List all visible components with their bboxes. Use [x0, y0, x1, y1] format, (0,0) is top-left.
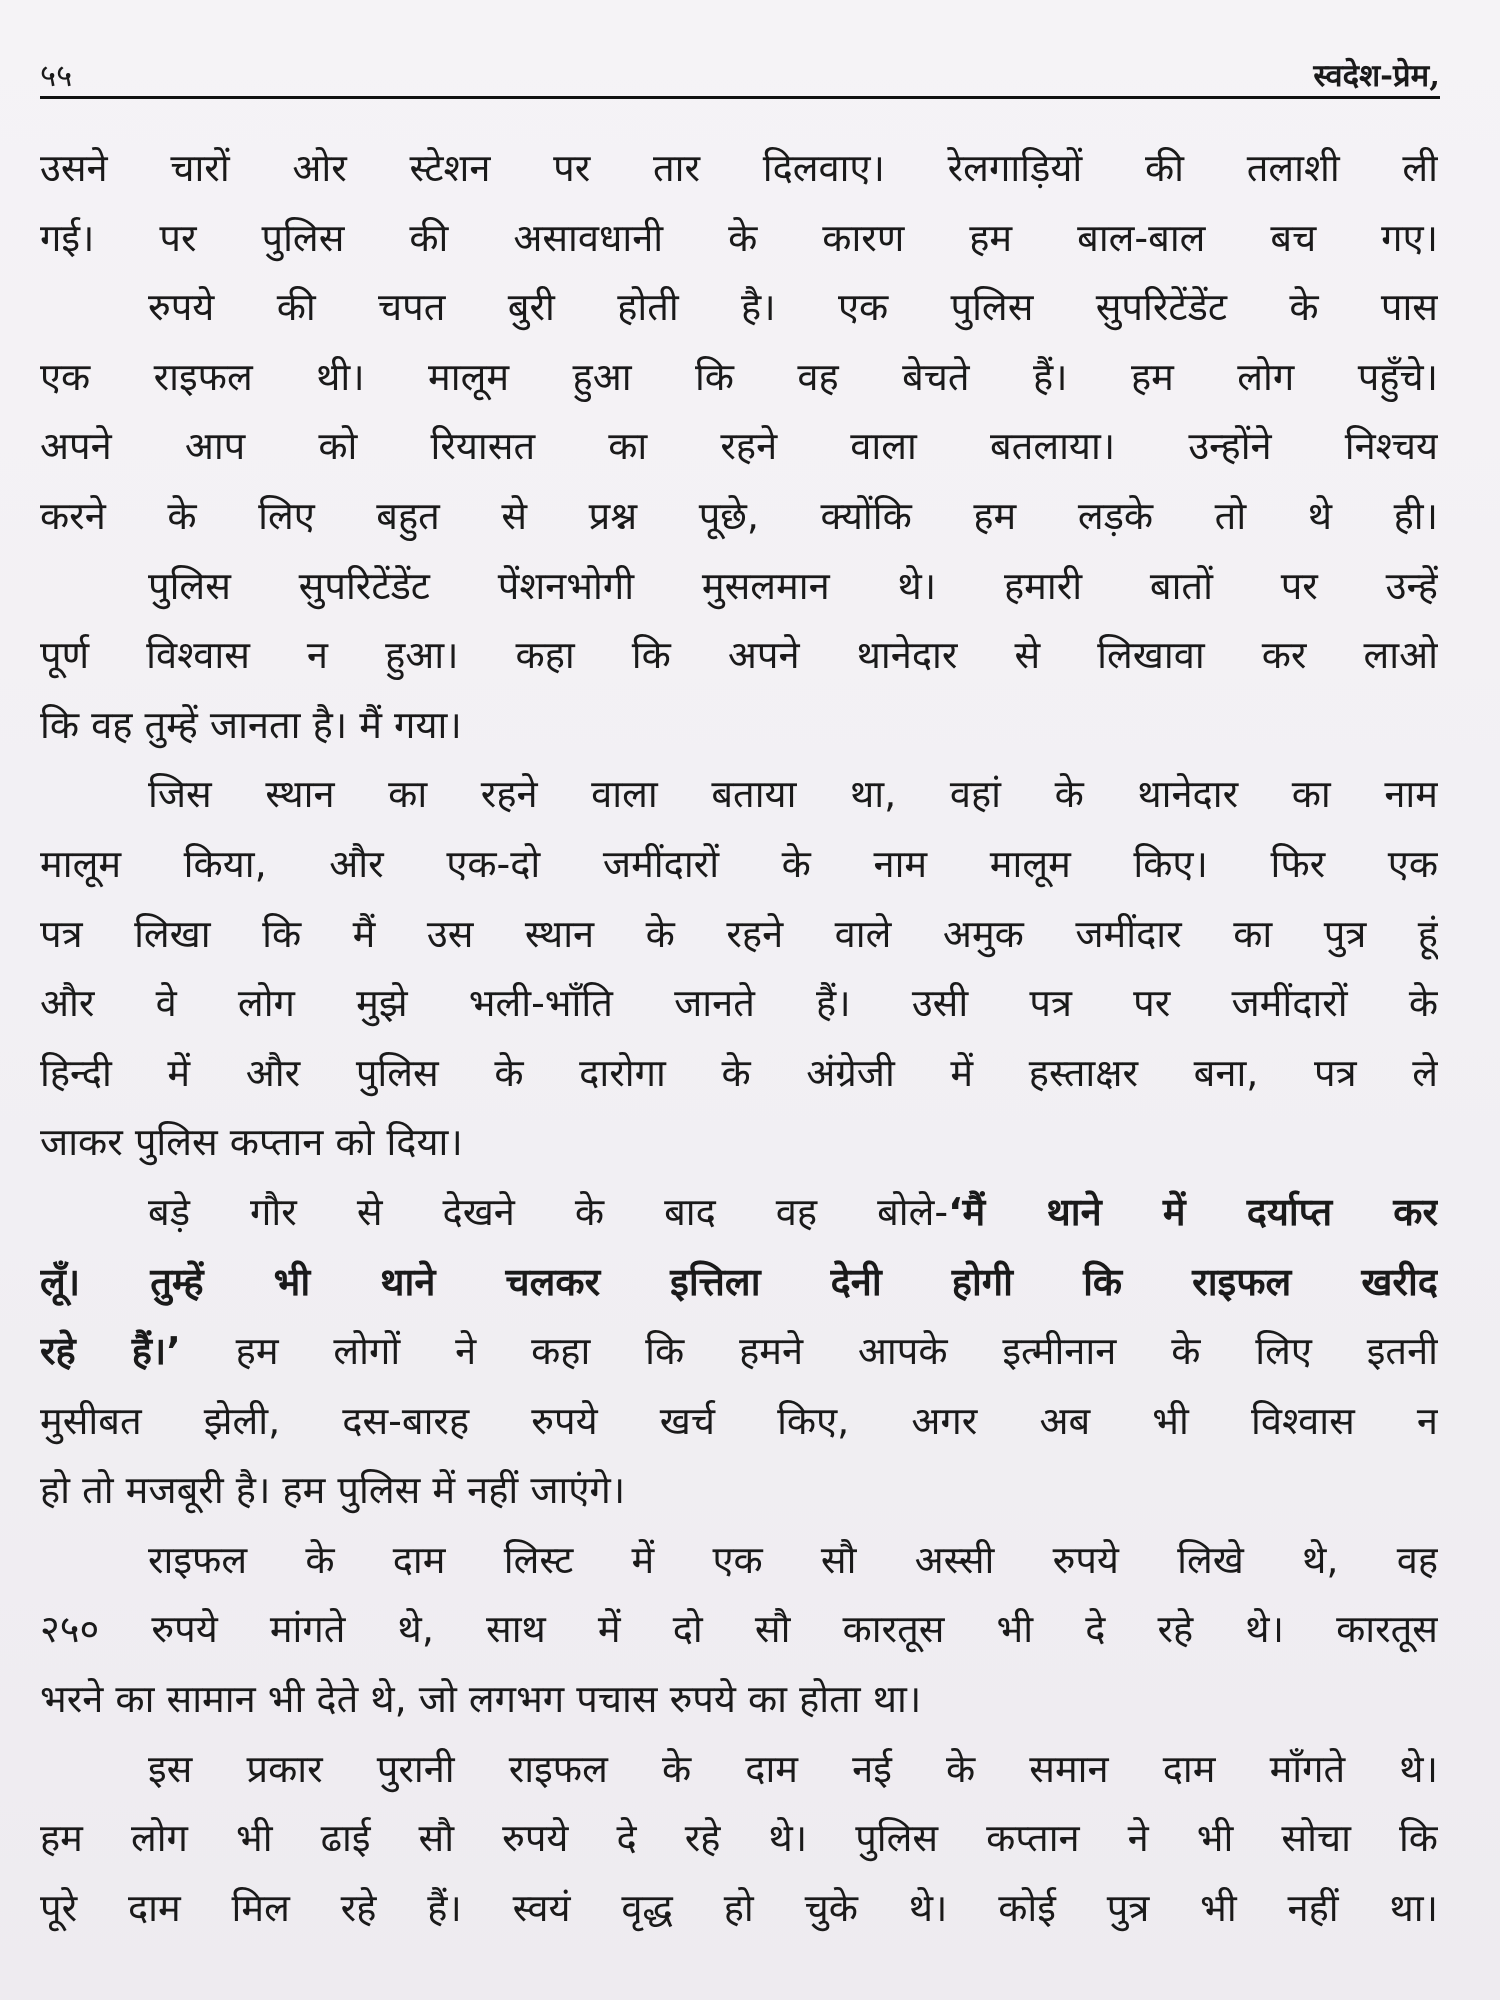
text-line: करने के लिए बहुत से प्रश्न पूछे, क्योंकि हम लड़के तो थे ही। [40, 493, 1438, 538]
text-line: मालूम किया, और एक-दो जमींदारों के नाम मालूम किए। फिर एक [40, 841, 1438, 886]
paragraph-start-line: जिस स्थान का रहने वाला बताया था, वहां के थानेदार का नाम [148, 772, 1438, 817]
text-line: हिन्दी में और पुलिस के दारोगा के अंग्रेजी में हस्ताक्षर बना, पत्र ले [40, 1050, 1438, 1095]
text-line: हो तो मजबूरी है। हम पुलिस में नहीं जाएंगे। [40, 1468, 626, 1513]
page-number: ५५ [40, 58, 73, 94]
text-line: भरने का सामान भी देते थे, जो लगभग पचास रुपये का होता था। [40, 1677, 922, 1722]
text-line: मुसीबत झेली, दस-बारह रुपये खर्च किए, अगर अब भी विश्वास न [40, 1398, 1438, 1443]
text-line: हम लोग भी ढाई सौ रुपये दे रहे थे। पुलिस कप्तान ने भी सोचा कि [40, 1816, 1438, 1861]
paragraph-start-line: पुलिस सुपरिटेंडेंट पेंशनभोगी मुसलमान थे। हमारी बातों पर उन्हें [148, 563, 1438, 608]
text-line: २५० रुपये मांगते थे, साथ में दो सौ कारतूस भी दे रहे थे। कारतूस [40, 1607, 1438, 1652]
paragraph-start-line [40, 1178, 1438, 1248]
text-line: पूरे दाम मिल रहे हैं। स्वयं वृद्ध हो चुके थे। कोई पुत्र भी नहीं था। [40, 1885, 1438, 1930]
bold-quote: लूँ। तुम्हें भी थाने चलकर इत्तिला देनी होगी कि राइफल खरीद [40, 1259, 1438, 1304]
text-span: बड़े गौर से देखने के बाद वह बोले- [148, 1189, 949, 1234]
header-rule [40, 96, 1440, 99]
text-line: कि वह तुम्हें जानता है। मैं गया। [40, 702, 462, 747]
text-line: जाकर पुलिस कप्तान को दिया। [40, 1120, 463, 1165]
text-line: और वे लोग मुझे भली-भाँति जानते हैं। उसी पत्र पर जमींदारों के [40, 981, 1438, 1026]
paragraph-start-line: राइफल के दाम लिस्ट में एक सौ अस्सी रुपये लिखे थे, वह [148, 1537, 1438, 1582]
bold-quote: ‘मैं थाने में दर्याप्त कर [948, 1189, 1438, 1234]
text-line: पूर्ण विश्वास न हुआ। कहा कि अपने थानेदार से लिखावा कर लाओ [40, 633, 1438, 678]
text-line: गई। पर पुलिस की असावधानी के कारण हम बाल-बाल बच गए। [40, 215, 1438, 260]
text-line: पत्र लिखा कि मैं उस स्थान के रहने वाले अमुक जमींदार का पुत्र हूं [40, 911, 1438, 956]
paragraph-start-line: रुपये की चपत बुरी होती है। एक पुलिस सुपरिटेंडेंट के पास [148, 285, 1438, 330]
body-text [40, 134, 1438, 1943]
text-line [40, 1317, 1438, 1387]
paragraph-start-line: इस प्रकार पुरानी राइफल के दाम नई के समान दाम माँगते थे। [148, 1746, 1438, 1791]
text-line: उसने चारों ओर स्टेशन पर तार दिलवाए। रेलगाड़ियों की तलाशी ली [40, 146, 1438, 190]
bold-quote: रहे हैं।’ [40, 1329, 181, 1374]
text-line: एक राइफल थी। मालूम हुआ कि वह बेचते हैं। हम लोग पहुँचे। [40, 354, 1438, 399]
running-header [40, 52, 1440, 96]
text-line [40, 1248, 1438, 1318]
running-title: स्वदेश-प्रेम, [1313, 58, 1440, 94]
text-line: अपने आप को रियासत का रहने वाला बतलाया। उन्होंने निश्चय [40, 424, 1438, 469]
text-span: हम लोगों ने कहा कि हमने आपके इत्मीनान के लिए इतनी [180, 1329, 1438, 1374]
